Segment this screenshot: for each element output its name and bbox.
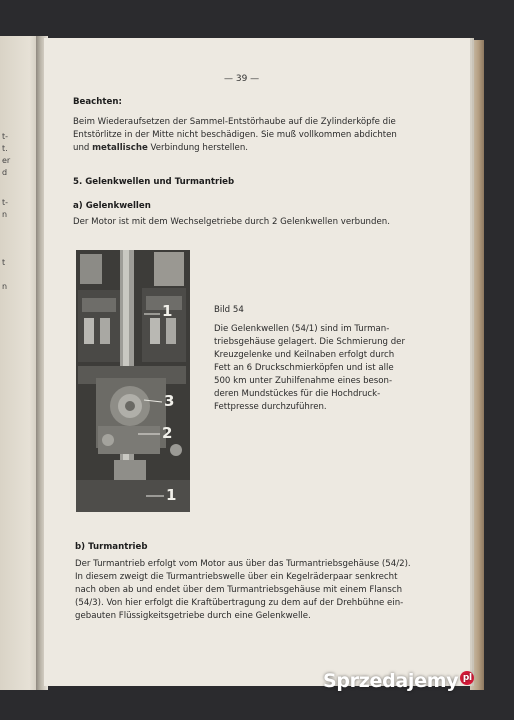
- watermark: [323, 670, 474, 692]
- section-b-line: gebauten Flüssigkeitsgetriebe durch eine Gelenkwelle.: [75, 611, 311, 621]
- callout-label: 3: [164, 392, 175, 410]
- note-line: Beim Wiederaufsetzen der Sammel-Entstörhaube auf die Zylinderköpfe die: [73, 117, 396, 127]
- figure-caption-line: triebsgehäuse gelagert. Die Schmierung der: [214, 337, 405, 347]
- figure-caption-line: Kreuzgelenke und Keilnaben erfolgt durch: [214, 350, 395, 360]
- section-heading: 5. Gelenkwellen und Turmantrieb: [73, 177, 235, 187]
- callout-label: 2: [162, 424, 173, 442]
- note-text: Verbindung herstellen.: [150, 143, 249, 153]
- left-page-fragment: d: [2, 168, 8, 177]
- left-page-fragment: n: [2, 282, 8, 291]
- callout-label: 1: [166, 486, 177, 504]
- note-line: Entstörlitze in der Mitte nicht beschädigen. Sie muß vollkommen abdichten: [73, 130, 397, 140]
- page-edge: [470, 40, 484, 690]
- note-line: [73, 142, 248, 156]
- figure-label: Bild 54: [214, 305, 244, 315]
- left-page-fragment: t.: [2, 144, 8, 153]
- note-text: und: [73, 143, 90, 153]
- figure-caption-line: Die Gelenkwellen (54/1) sind im Turman-: [214, 324, 390, 334]
- section-b-line: nach oben ab und endet über dem Turmantriebsgehäuse mit einem Flansch: [75, 585, 403, 595]
- note-heading: Beachten:: [73, 97, 122, 107]
- section-a-text: Der Motor ist mit dem Wechselgetriebe durch 2 Gelenkwellen verbunden.: [73, 217, 390, 227]
- watermark-text: Sprzedajemy: [323, 670, 459, 692]
- figure-caption-line: deren Mundstückes für die Hochdruck-: [214, 389, 381, 399]
- left-page-fragment: t-: [2, 198, 9, 207]
- page-number: — 39 —: [224, 74, 260, 84]
- subsection-heading-a: a) Gelenkwellen: [73, 201, 151, 211]
- figure-caption-line: Fett an 6 Druckschmierköpfen und ist alle: [214, 363, 394, 373]
- figure-caption-line: Fettpresse durchzuführen.: [214, 402, 327, 412]
- figure-caption-line: 500 km unter Zuhilfenahme eines beson-: [214, 376, 393, 386]
- section-b-line: Der Turmantrieb erfolgt vom Motor aus über das Turmantriebsgehäuse (54/2).: [75, 559, 411, 569]
- figure-photo: [76, 250, 190, 512]
- left-page-fragment: er: [2, 156, 11, 165]
- left-page-fragment: n: [2, 210, 8, 219]
- left-page-fragment: t: [2, 258, 6, 267]
- left-page-fragment: t-: [2, 132, 9, 141]
- note-emphasis: metallische: [92, 143, 148, 153]
- callout-label: 1: [162, 302, 173, 320]
- figure-photo-drawing: [76, 250, 190, 512]
- watermark-badge: pl: [460, 671, 474, 685]
- section-b-line: (54/3). Von hier erfolgt die Kraftübertragung zu dem auf der Drehbühne ein-: [75, 598, 404, 608]
- subsection-heading-b: b) Turmantrieb: [75, 542, 148, 552]
- section-b-line: In diesem zweigt die Turmantriebswelle über ein Kegelräderpaar senkrecht: [75, 572, 398, 582]
